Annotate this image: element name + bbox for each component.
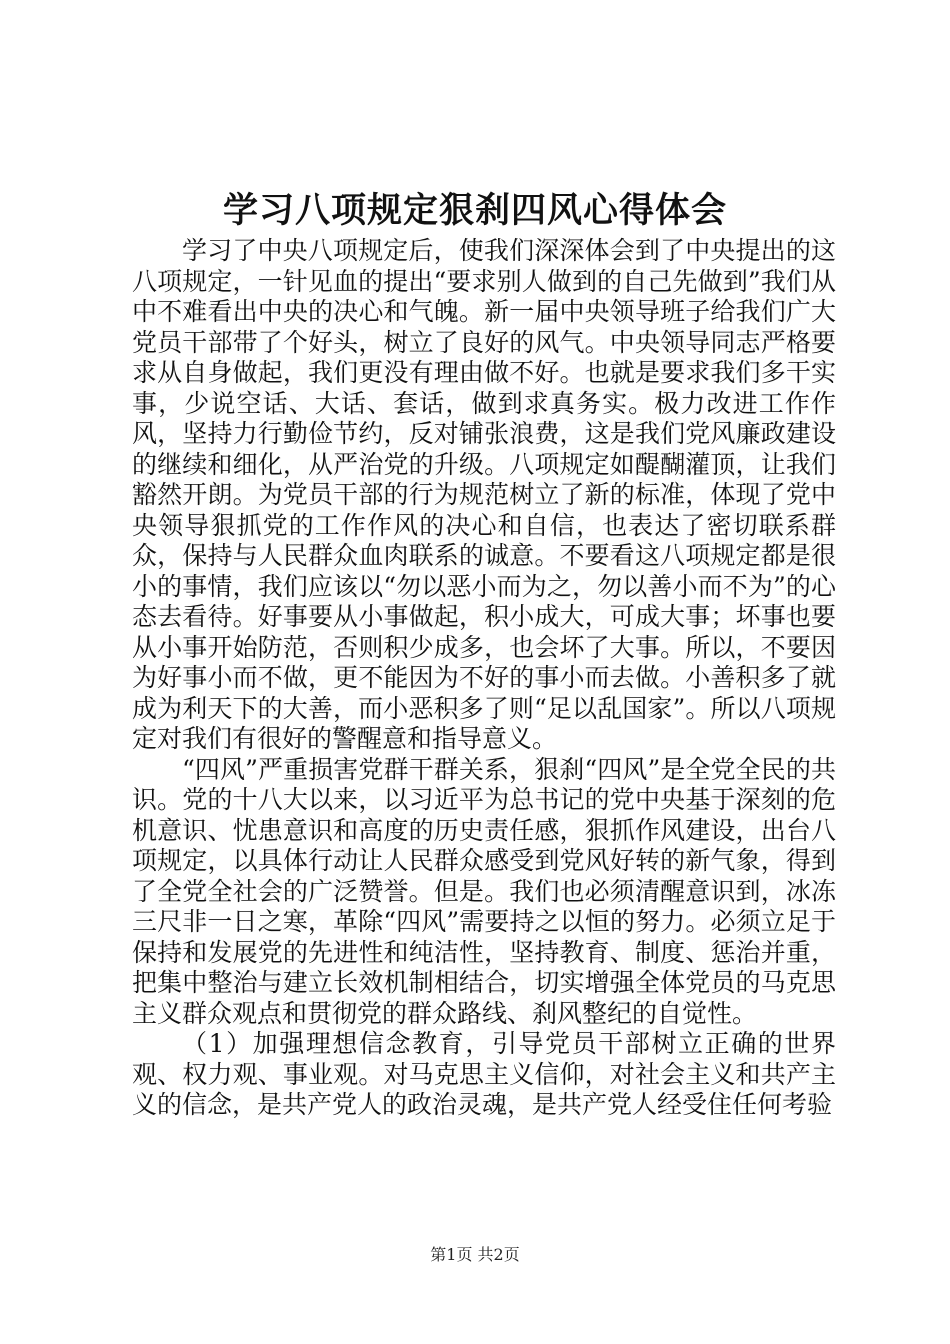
page-footer: 第1页 共2页: [430, 1245, 520, 1264]
paragraph-1: 学习了中央八项规定后，使我们深深体会到了中央提出的这八项规定，一针见血的提出“要求别人做到的自己先做到”我们从中不难看出中央的决心和气魄。新一届中央领导班子给我们广大党员干部带了个好头，树立了良好的风气。中央领导同志严格要求从自身做起，我们更没有理由做不好。也就是要求我们多干实事，少说空话、大话、套话，做到求真务实。极力改进工作作风，坚持力行勤俭节约，反对铺张浪费，这是我们党风廉政建设的继续和细化，从严治党的升级。八项规定如醍醐灌顶，让我们豁然开朗。为党员干部的行为规范树立了新的标准，体现了党中央领导狠抓党的工作作风的决心和自信，也表达了密切联系群众，保持与人民群众血肉联系的诚意。不要看这八项规定都是很小的事情，我们应该以“勿以恶小而为之，勿以善小而不为”的心态去看待。好事要从小事做起，积小成大，可成大事；坏事也要从小事开始防范，否则积少成多，也会坏了大事。所以，不要因为好事小而不做，更不能因为不好的事小而去做。小善积多了就成为利天下的大善，而小恶积多了则“足以乱国家”。所以八项规定对我们有很好的警醒意和指导意义。: [132, 236, 836, 753]
document-title: 学习八项规定狠刹四风心得体会: [222, 190, 727, 231]
document-body: [132, 236, 836, 1121]
paragraph-2: “四风”严重损害党群干群关系，狠刹“四风”是全党全民的共识。党的十八大以来，以习近平为总书记的党中央基于深刻的危机意识、忧患意识和高度的历史责任感，狠抓作风建设，出台八项规定，以具体行动让人民群众感受到党风好转的新气象，得到了全党全社会的广泛赞誉。但是。我们也必须清醒意识到，冰冻三尺非一日之寒，革除“四风”需要持之以恒的努力。必须立足于保持和发展党的先进性和纯洁性，坚持教育、制度、惩治并重，把集中整治与建立长效机制相结合，切实增强全体党员的马克思主义群众观点和贯彻党的群众路线、刹风整纪的自觉性。: [132, 754, 836, 1028]
paragraph-3: （1）加强理想信念教育，引导党员干部树立正确的世界观、权力观、事业观。对马克思主义信仰，对社会主义和共产主义的信念，是共产党人的政治灵魂，是共产党人经受住任何考验: [132, 1029, 836, 1119]
